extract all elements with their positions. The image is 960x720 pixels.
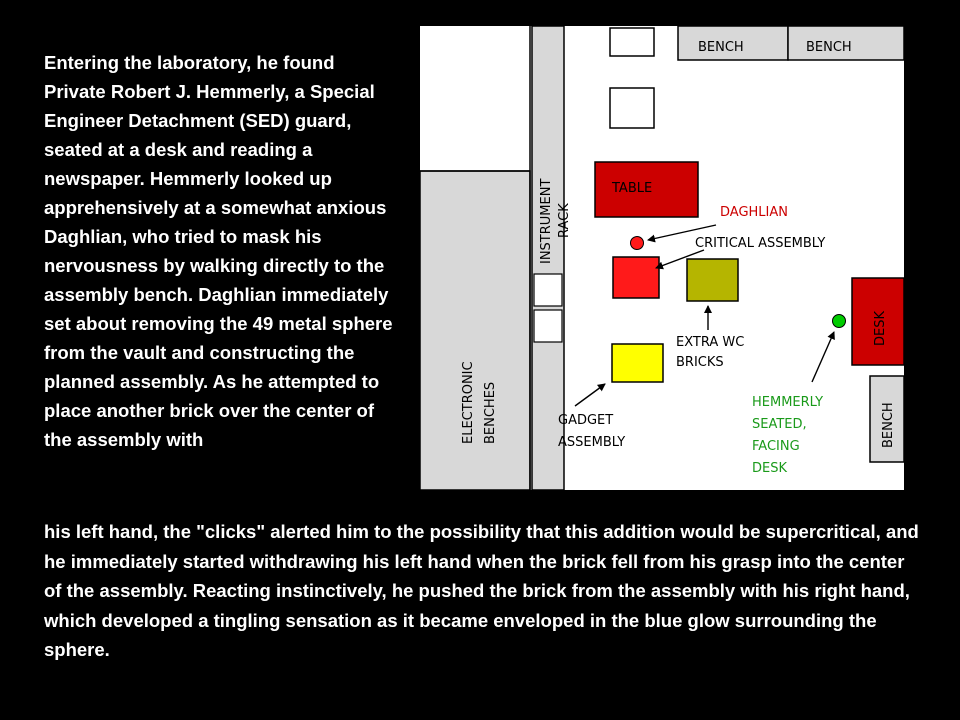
bench-2-label: BENCH [806,40,852,55]
gadget-assembly-block [612,344,663,382]
paragraph-top: Entering the laboratory, he found Private Robert J. Hemmerly, a Special Engineer Detachment (SED) guard, seated at a desk and reading a newspaper. Hemmerly looked up apprehensively at a somewhat anxious Daghlian, who tried to mask his nervousness by walking directly to the assembly bench. Daghlian immediately set about removing the 49 metal sphere from the vault and constructing the planned assembly. As he attempted to place another brick over the center of the assembly with [44,52,393,450]
bench-1-label: BENCH [698,40,744,55]
daghlian-marker [631,237,644,250]
table-label: TABLE [612,181,653,196]
daghlian-label: DAGHLIAN [720,205,788,220]
top-box-2 [610,88,654,128]
gadget-assembly-label: GADGET ASSEMBLY [558,413,626,450]
desk-label: DESK [873,310,888,346]
rack-cabinet-1 [534,274,562,306]
instrument-rack-label: INSTRUMENT RACK [539,178,572,264]
top-box-1 [610,28,654,56]
hemmerly-label: HEMMERLY SEATED, FACING DESK [752,395,824,476]
electronic-benches-label: ELECTRONIC BENCHES [461,361,498,444]
lab-floor-plan-diagram [420,26,904,490]
critical-assembly-label: CRITICAL ASSEMBLY [695,236,826,251]
paragraph-bottom: his left hand, the "clicks" alerted him to the possibility that this addition would be supercritical, and he immediately started withdrawing his left hand when the brick fell from his grasp into the center of the assembly. Reacting instinctively, he pushed the brick from the assembly with his right hand, which developed a tingling sensation as it became enveloped in the blue glow surrounding the sphere. [44,521,919,660]
extra-wc-bricks-label: EXTRA WC BRICKS [676,335,745,370]
rack-cabinet-2 [534,310,562,342]
side-bench-label: BENCH [881,402,896,448]
critical-assembly-block [613,257,659,298]
hemmerly-marker [833,315,846,328]
extra-wc-bricks-block [687,259,738,301]
